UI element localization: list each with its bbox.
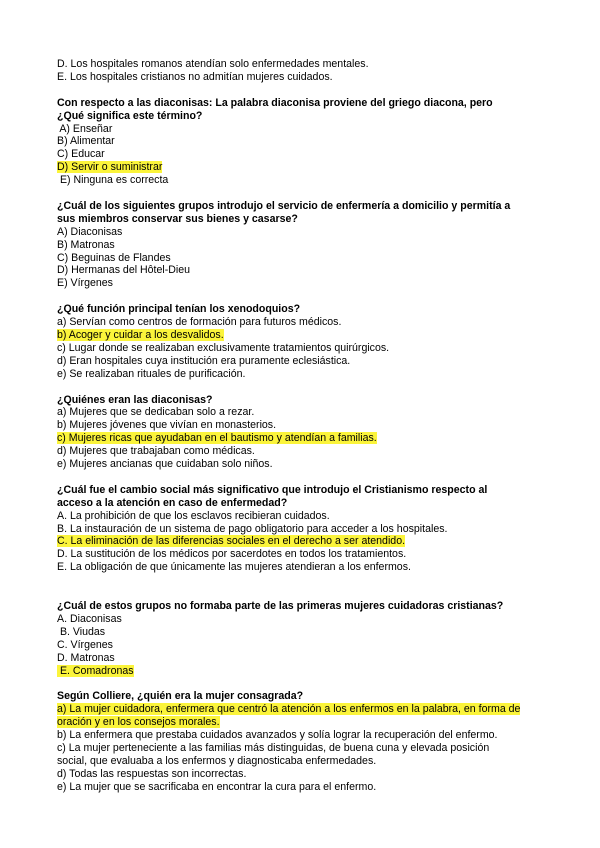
option-line: d) Todas las respuestas son incorrectas. [57,767,247,780]
option-line: a) Servían como centros de formación para futuros médicos. [57,316,342,329]
option-line: B) Matronas [57,238,115,251]
option-line: C) Beguinas de Flandes [57,251,171,264]
option-line: A) Diaconisas [57,225,123,238]
option-line: B) Alimentar [57,135,115,148]
option-line: d) Mujeres que trabajaban como médicas. [57,445,255,458]
option-line: E) Vírgenes [57,277,113,290]
option-line: C. Vírgenes [57,638,113,651]
option-line: e) La mujer que se sacrificaba en encontrar la cura para el enfermo. [57,780,377,793]
option-line: E. Los hospitales cristianos no admitían mujeres cuidados. [57,70,333,83]
question-title: ¿Quiénes eran las diaconisas? [57,393,213,406]
option-line: b) Mujeres jóvenes que vivían en monasterios. [57,419,277,432]
option-line: e) Se realizaban rituales de purificación. [57,367,246,380]
option-line: B. Viudas [57,625,106,638]
highlighted-answer: a) La mujer cuidadora, enfermera que centró la atención a los enfermos en la palabra, en forma de [57,703,521,716]
option-line: d) Eran hospitales cuya institución era puramente eclesiástica. [57,354,351,367]
question-title: ¿Cuál de los siguientes grupos introdujo el servicio de enfermería a domicilio y permitía a [57,199,511,212]
option-line: a) Mujeres que se dedicaban solo a rezar. [57,406,255,419]
option-line: D. Matronas [57,651,115,664]
highlighted-answer: c) Mujeres ricas que ayudaban en el bautismo y atendían a familias. [57,432,377,445]
option-line: e) Mujeres ancianas que cuidaban solo niños. [57,458,273,471]
highlighted-answer: D) Servir o suministrar [57,161,163,174]
option-line: E. La obligación de que únicamente las mujeres atendieran a los enfermos. [57,561,411,574]
question-title: Según Colliere, ¿quién era la mujer consagrada? [57,690,304,703]
question-title: ¿Qué función principal tenían los xenodoquios? [57,303,301,316]
option-line: C) Educar [57,148,105,161]
option-line: D. La sustitución de los médicos por sacerdotes en todos los tratamientos. [57,548,407,561]
question-title: Con respecto a las diaconisas: La palabra diaconisa proviene del griego diacona, pero [57,96,493,109]
highlighted-answer: b) Acoger y cuidar a los desvalidos. [57,328,224,341]
highlighted-answer: E. Comadronas [57,664,134,677]
question-title: ¿Cuál de estos grupos no formaba parte de las primeras mujeres cuidadoras cristianas? [57,599,504,612]
question-title: ¿Qué significa este término? [57,109,203,122]
highlighted-answer: C. La eliminación de las diferencias sociales en el derecho a ser atendido. [57,535,406,548]
option-line: B. La instauración de un sistema de pago obligatorio para acceder a los hospitales. [57,522,448,535]
option-line: A) Enseñar [57,122,113,135]
option-line: E) Ninguna es correcta [57,174,169,187]
option-line: D) Hermanas del Hôtel-Dieu [57,264,191,277]
option-line: b) La enfermera que prestaba cuidados avanzados y solía lograr la recuperación del enfermo. [57,729,498,742]
question-title: ¿Cuál fue el cambio social más significativo que introdujo el Cristianismo respecto al [57,483,488,496]
question-title: sus miembros conservar sus bienes y casarse? [57,212,298,225]
option-line: D. Los hospitales romanos atendían solo enfermedades mentales. [57,58,369,70]
question-title: acceso a la atención en caso de enfermedad? [57,496,288,509]
option-line: A. La prohibición de que los esclavos recibieran cuidados. [57,509,330,522]
quiz-content [57,58,547,794]
option-line: c) La mujer perteneciente a las familias más distinguidas, de buena cuna y elevada posición [57,741,490,754]
option-line: social, que evaluaba a los enfermos y diagnosticaba enfermedades. [57,754,377,767]
option-line: c) Lugar donde se realizaban exclusivamente tratamientos quirúrgicos. [57,341,390,354]
highlighted-answer: oración y en los consejos morales. [57,716,220,729]
option-line: A. Diaconisas [57,612,122,625]
